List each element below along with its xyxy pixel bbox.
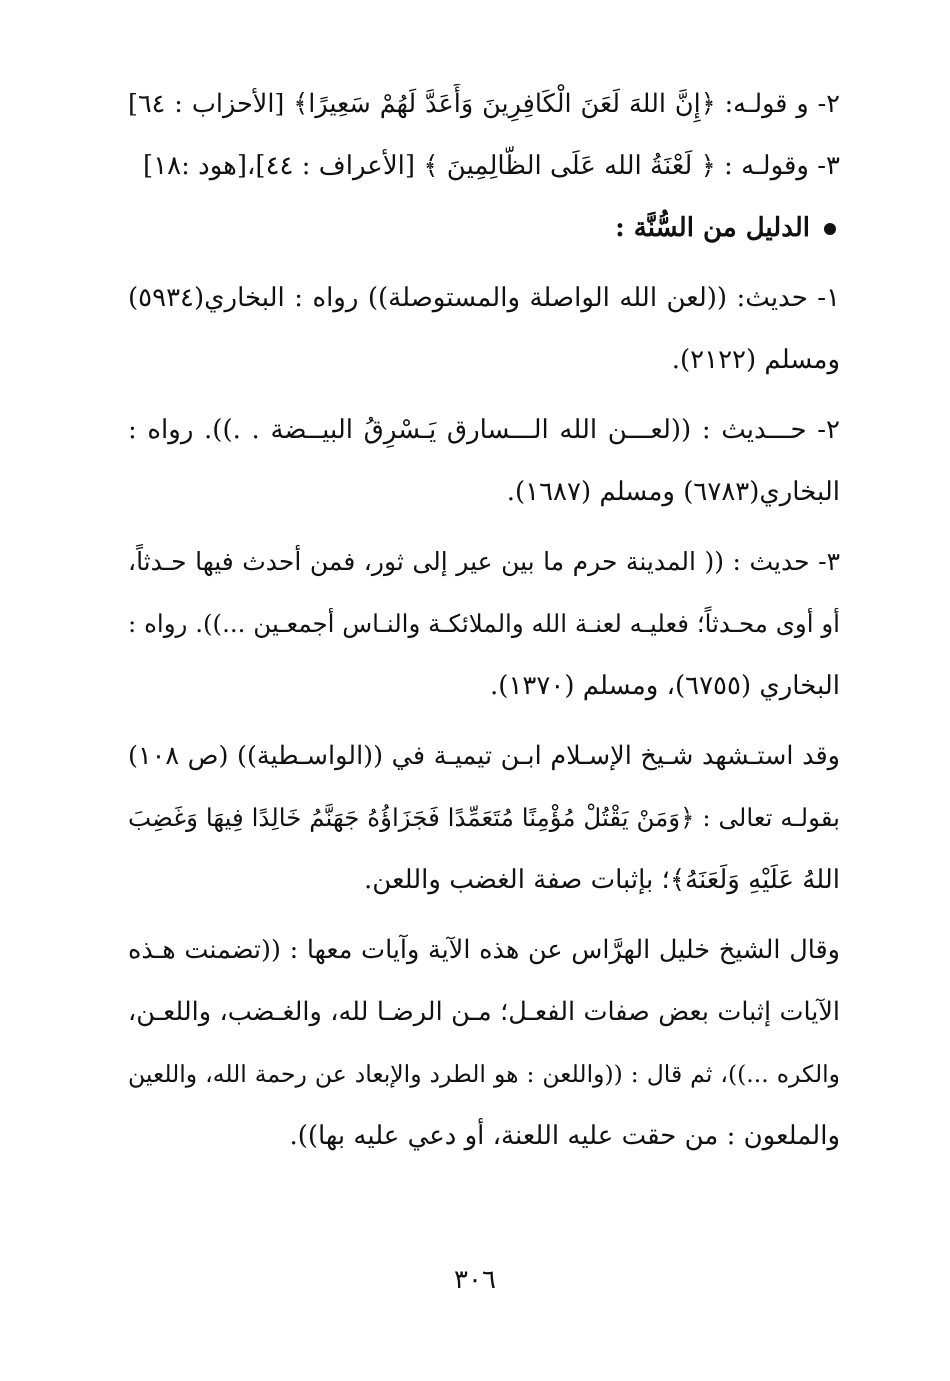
harras-line-1: وقال الشيخ خليل الهرَّاس عن هذه الآية وآيات معها : ((تضمنت هـذه <box>128 935 840 965</box>
verse-3-araf: ٣- وقولـه : ﴿ لَعْنَةُ الله عَلَى الظَّالِمِينَ ﴾ [الأعراف : ٤٤]،[هود :١٨] <box>143 151 840 181</box>
wasitiyya-line-2: بقولـه تعالى : ﴿وَمَنْ يَقْتُلْ مُؤْمِنًا مُتَعَمِّدًا فَجَزَاؤُهُ جَهَنَّمُ خَالِدًا فِيهَا وَغَضِبَ <box>128 803 840 832</box>
page-body <box>128 84 840 1178</box>
wasitiyya-line-1: وقد استـشهد شـيخ الإسـلام ابـن تيميـة في ((الواسـطية)) (ص ١٠٨) <box>128 741 840 771</box>
harras-line-4: والملعون : من حقت عليه اللعنة، أو دعي عليه بها)). <box>289 1121 840 1151</box>
harras-line-3: والكره ...))، ثم قال : ((واللعن : هو الطرد والإبعاد عن رحمة الله، واللعين <box>128 1060 840 1088</box>
hadith-1-line-2: ومسلم (٢١٢٢). <box>671 345 840 375</box>
hadith-2-line-2: البخاري(٦٧٨٣) ومسلم (١٦٨٧). <box>506 477 840 507</box>
hadith-2-line-1: ٢- حـــديث : ((لعـــن الله الـــسارق يَـسْرِقُ البيــضة . .)). رواه : <box>128 415 840 445</box>
hadith-3-line-3: البخاري (٦٧٥٥)، ومسلم (١٣٧٠). <box>490 671 840 701</box>
hadith-3-line-2: أو أوى محـدثاً؛ فعليـه لعنـة الله والملائكـة والنـاس أجمعـين ...)). رواه : <box>128 609 840 638</box>
bullet-icon <box>824 223 836 235</box>
hadith-3-line-1: ٣- حديث : (( المدينة حرم ما بين عير إلى ثور، فمن أحدث فيها حـدثاً، <box>128 547 840 576</box>
harras-line-2: الآيات إثبات بعض صفات الفعـل؛ مـن الرضـا لله، والغـضب، واللعـن، <box>128 997 840 1027</box>
hadith-1-line-1: ١- حديث: ((لعن الله الواصلة والمستوصلة)) رواه : البخاري(٥٩٣٤) <box>128 283 840 313</box>
section-heading-text: الدليل من السُّنَّة : <box>615 213 810 243</box>
wasitiyya-line-3: اللهُ عَلَيْهِ وَلَعَنَهُ﴾؛ بإثبات صفة الغضب واللعن. <box>364 865 840 895</box>
page-number: ٣٠٦ <box>454 1265 496 1295</box>
section-heading-sunnah <box>128 208 840 248</box>
verse-2-ahzab: ٢- و قولـه: ﴿إِنَّ اللهَ لَعَنَ الْكَافِرِينَ وَأَعَدَّ لَهُمْ سَعِيرًا﴾ [الأحزاب : ٦٤] <box>128 89 840 119</box>
